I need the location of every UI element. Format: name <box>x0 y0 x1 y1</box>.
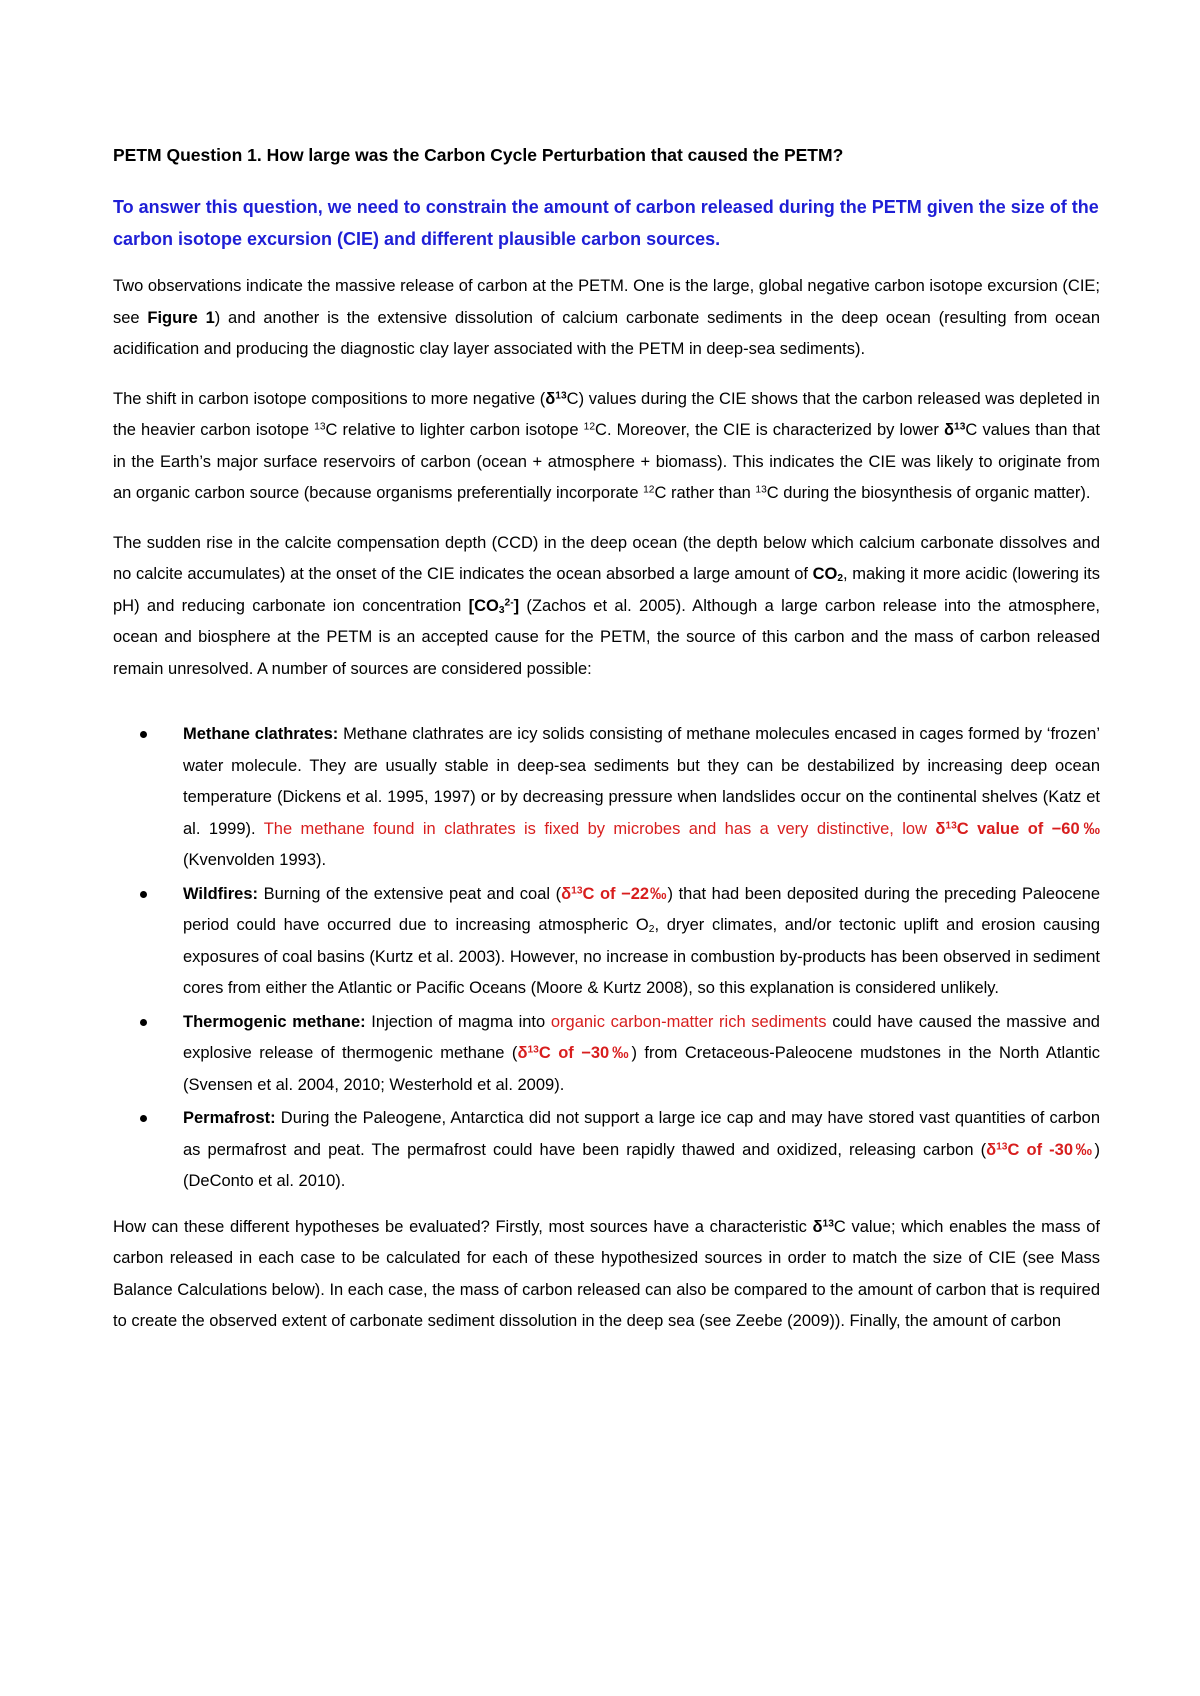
text-span: Burning of the extensive peat and coal ( <box>258 884 562 903</box>
bullet-icon <box>140 1115 147 1122</box>
highlight-red: organic carbon-matter rich sediments <box>550 1012 827 1031</box>
text-span: , dryer climates, and/or tectonic uplift and erosion causing exposures of coal basins (Kurtz et al. 2003). However, no increase in combustion by-products has been observed in sediment cores from either the Atlantic or Pacific Oceans (Moore & Kurtz 2008), so this explanation is considered unlikely. <box>183 916 1101 997</box>
page-title: PETM Question 1. How large was the Carbon Cycle Perturbation that caused the PETM? <box>113 145 844 165</box>
text-span: The shift in carbon isotope compositions to more negative ( <box>113 389 546 408</box>
paragraph-observations <box>113 271 1100 366</box>
o2-subscript: 2 <box>648 924 655 936</box>
paragraph-ccd <box>113 528 1100 686</box>
text-span: ) values during the CIE shows that the carbon released was depleted in the heavier carbon isotope <box>113 389 1100 439</box>
carbonate-ion-formula: $[CO_3^{2-}]$ <box>468 596 520 616</box>
text-span: (Kvenvolden 1993). <box>183 851 327 869</box>
delta13c-symbol: $\delta^{13}$ <box>812 1217 834 1236</box>
text-span: The sudden rise in the calcite compensation depth (CCD) in the deep ocean (the depth below which calcium carbonate dissolves and no calcite accumulates) at the onset of the CIE indicates the ocean absorbed a large amount of <box>113 533 1100 583</box>
item-label: Thermogenic methane: <box>183 1012 366 1031</box>
delta-value-highlight: $\delta^{13}C$ of -30‰ <box>986 1140 1095 1159</box>
list-item-permafrost <box>113 1103 1100 1198</box>
isotope-13-superscript: 13 <box>314 421 326 433</box>
text-span: ) that had been deposited during the preceding Paleocene period could have occurred due to increasing atmospheric O <box>183 884 1100 934</box>
text-span: How can these different hypotheses be evaluated? Firstly, most sources have a characteristic <box>113 1217 813 1236</box>
item-label: Methane clathrates: <box>183 725 339 743</box>
list-item-methane-clathrates <box>113 719 1100 877</box>
list-item-wildfires <box>113 879 1100 1005</box>
text-span: (Zachos et al. 2005). Although a large carbon release into the atmosphere, ocean and biosphere at the PETM is an accepted cause for the PETM, the source of this carbon and the mass of carbon released remain unresolved. A number of sources are considered possible: <box>113 596 1100 678</box>
text-span: Injection of magma into <box>365 1012 551 1031</box>
text-span: ) from Cretaceous-Paleocene mudstones in the North Atlantic (Svensen et al. 2004, 2010; Westerhold et al. 2009). <box>183 1044 1100 1094</box>
text-span: , making it more acidic (lowering its pH) and reducing carbonate ion concentration <box>113 565 1101 615</box>
text-span: C. Moreover, the CIE is characterized by lower <box>595 421 945 439</box>
bullet-icon <box>140 1019 147 1026</box>
isotope-13-superscript: 13 <box>755 484 767 496</box>
delta-value-highlight: $\delta^{13}C$ of −22‰ <box>561 884 668 903</box>
text-span: C value; which enables the mass of carbon released in each case to be calculated for each of these hypothesized sources in order to match the size of CIE (see Mass Balance Calculations below). In each case, the mass of carbon released can also be compared to the amount of carbon that is required to create the observed extent of carbonate sediment dissolution in the deep sea (see Zeebe (2009)). Finally, the amount of carbon <box>113 1217 1100 1330</box>
delta13c-symbol: $\delta^{13}$ <box>545 389 567 408</box>
carbon-sources-list <box>113 719 1100 1198</box>
item-label: Wildfires: <box>183 884 259 903</box>
highlight-red: The methane found in clathrates is fixed by microbes and has a very distinctive, low <box>263 819 936 838</box>
bullet-icon <box>140 731 147 738</box>
isotope-12-superscript: 12 <box>643 484 655 496</box>
lead-question: To answer this question, we need to constrain the amount of carbon released during the PETM given the size of the carbon isotope excursion (CIE) and different plausible carbon sources. <box>113 197 1099 249</box>
paragraph-evaluation <box>113 1212 1100 1338</box>
isotope-12-superscript: 12 <box>583 421 596 433</box>
text-span: could have caused the massive and explosive release of thermogenic methane ( <box>183 1012 1100 1062</box>
text-span: Two observations indicate the massive release of carbon at the PETM. One is the large, global negative carbon isotope excursion (CIE; see <box>113 277 1100 327</box>
figure-reference: Figure 1 <box>147 308 215 327</box>
paragraph-isotope-shift <box>113 384 1100 510</box>
text-span: During the Paleogene, Antarctica did not support a large ice cap and may have stored vast quantities of carbon as permafrost and peat. The permafrost could have been rapidly thawed and oxidized, releasing carbon ( <box>183 1109 1100 1159</box>
delta-value-highlight: $\delta^{13}C$ value of −60‰ <box>935 819 1100 838</box>
text-span: C relative to lighter carbon isotope <box>325 421 584 439</box>
bullet-icon <box>140 891 147 898</box>
delta13c-symbol: $\delta^{13}$ <box>944 421 966 439</box>
text-span: ) (DeConto et al. 2010). <box>183 1140 1100 1190</box>
text-span: C rather than <box>654 484 756 502</box>
text-span: ) and another is the extensive dissolution of calcium carbonate sediments in the deep ocean (resulting from ocean acidification and producing the diagnostic clay layer associated with the PETM in deep-sea sediments). <box>113 308 1101 358</box>
text-span: C values than that in the Earth’s major surface reservoirs of carbon (ocean + atmosphere + biomass). This indicates the CIE was likely to originate from an organic carbon source (because organisms preferentially incorporate <box>113 421 1100 502</box>
co2-formula: $CO_2$ <box>812 565 844 585</box>
item-label: Permafrost: <box>183 1109 276 1127</box>
delta-value-highlight: $\delta^{13}C$ of −30‰ <box>517 1044 632 1062</box>
text-span: Methane clathrates are icy solids consisting of methane molecules encased in cages formed by ‘frozen’ water molecule. They are usually stable in deep-sea sediments but they can be destabilized by increasing deep ocean temperature (Dickens et al. 1995, 1997) or by decreasing pressure when landslides occur on the continental shelves (Katz et al. 1999). <box>183 725 1100 838</box>
text-span: C <box>566 389 579 408</box>
text-span: C during the biosynthesis of organic matter). <box>766 484 1091 502</box>
list-item-thermogenic-methane <box>113 1007 1100 1102</box>
